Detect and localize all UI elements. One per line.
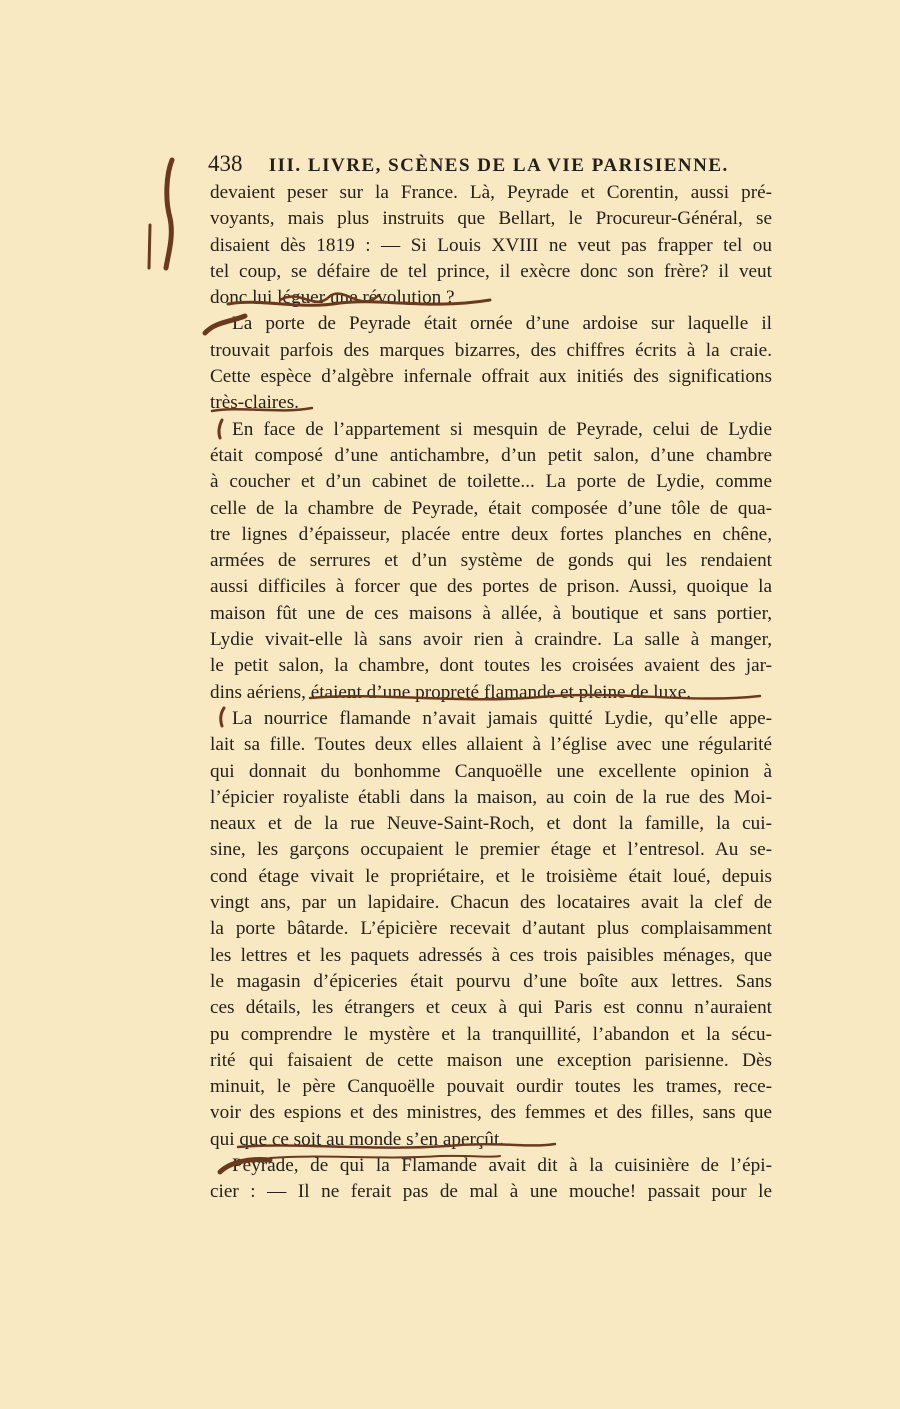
text-line: tre lignes d’épaisseur, placée entre deux fortes planches en chêne, <box>210 523 772 545</box>
text-line: Peyrade, de qui la Flamande avait dit à la cuisinière de l’épi- <box>232 1154 772 1176</box>
body-text <box>210 180 772 1206</box>
running-title: III. LIVRE, SCÈNES DE LA VIE PARISIENNE. <box>268 155 729 176</box>
page-number: 438 <box>208 151 243 176</box>
text-line: qui donnait du bonhomme Canquoëlle une excellente opinion à <box>210 760 772 782</box>
text-line: très-claires. <box>210 392 299 414</box>
text-line: celle de la chambre de Peyrade, était composée d’une tôle de qua- <box>210 497 772 519</box>
text-line: donc lui léguer une révolution ? <box>210 287 455 309</box>
text-line: les lettres et les paquets adressés à ces trois paisibles ménages, que <box>210 944 772 966</box>
text-line: sine, les garçons occupaient le premier étage et l’entresol. Au se- <box>210 839 772 861</box>
text-line: la porte bâtarde. L’épicière recevait d’autant plus complaisamment <box>210 918 772 940</box>
text-line: cond étage vivait le propriétaire, et le troisième était loué, depuis <box>210 865 772 887</box>
text-line: trouvait parfois des marques bizarres, des chiffres écrits à la craie. <box>210 339 772 361</box>
text-line: voir des espions et des ministres, des femmes et des filles, sans que <box>210 1102 772 1124</box>
text-line: tel coup, se défaire de tel prince, il exècre donc son frère? il veut <box>210 260 772 282</box>
text-line: était composé d’une antichambre, d’un petit salon, d’une chambre <box>210 444 772 466</box>
text-line: vingt ans, par un lapidaire. Chacun des locataires avait la clef de <box>210 892 772 914</box>
text-line: le magasin d’épiceries était pourvu d’une boîte aux lettres. Sans <box>210 970 772 992</box>
text-line: qui que ce soit au monde s’en aperçût. <box>210 1128 505 1150</box>
text-line: Cette espèce d’algèbre infernale offrait aux initiés des significations <box>210 366 772 388</box>
text-line: pu comprendre le mystère et la tranquillité, l’abandon et la sécu- <box>210 1023 772 1045</box>
page-header <box>208 151 774 177</box>
text-line: lait sa fille. Toutes deux elles allaient à l’église avec une régularité <box>210 734 772 756</box>
text-line: neaux et de la rue Neuve-Saint-Roch, et dont la famille, la cui- <box>210 813 772 835</box>
text-line: maison fût une de ces maisons à allée, à boutique et sans portier, <box>210 602 772 624</box>
text-line: l’épicier royaliste établi dans la maison, au coin de la rue des Moi- <box>210 786 772 808</box>
text-line: dins aériens, étaient d’une propreté flamande et pleine de luxe. <box>210 681 692 703</box>
margin-tick-mark <box>149 225 150 268</box>
text-line: Lydie vivait-elle là sans avoir rien à craindre. La salle à manger, <box>210 629 772 651</box>
text-line: disaient dès 1819 : — Si Louis XVIII ne veut pas frapper tel ou <box>210 234 772 256</box>
text-line: aussi difficiles à forcer que des portes de prison. Aussi, quoique la <box>210 576 772 598</box>
text-line: cier : — Il ne ferait pas de mal à une mouche! passait pour le <box>210 1181 772 1203</box>
text-line: voyants, mais plus instruits que Bellart, le Procureur-Général, se <box>210 208 772 230</box>
text-line: La nourrice flamande n’avait jamais quitté Lydie, qu’elle appe- <box>232 707 772 729</box>
text-line: rité qui faisaient de cette maison une exception parisienne. Dès <box>210 1049 772 1071</box>
text-line: En face de l’appartement si mesquin de Peyrade, celui de Lydie <box>232 418 772 440</box>
text-line: La porte de Peyrade était ornée d’une ardoise sur laquelle il <box>232 313 772 335</box>
margin-bracket-mark <box>166 160 172 268</box>
text-line: ces détails, les étrangers et ceux à qui Paris est connu n’auraient <box>210 997 772 1019</box>
text-line: minuit, le père Canquoëlle pouvait ourdir toutes les trames, rece- <box>210 1076 772 1098</box>
text-line: le petit salon, la chambre, dont toutes les croisées avaient des jar- <box>210 655 772 677</box>
text-line: armées de serrures et d’un système de gonds qui les rendaient <box>210 550 772 572</box>
text-line: à coucher et d’un cabinet de toilette... La porte de Lydie, comme <box>210 471 772 493</box>
text-line: devaient peser sur la France. Là, Peyrade et Corentin, aussi pré- <box>210 182 772 203</box>
